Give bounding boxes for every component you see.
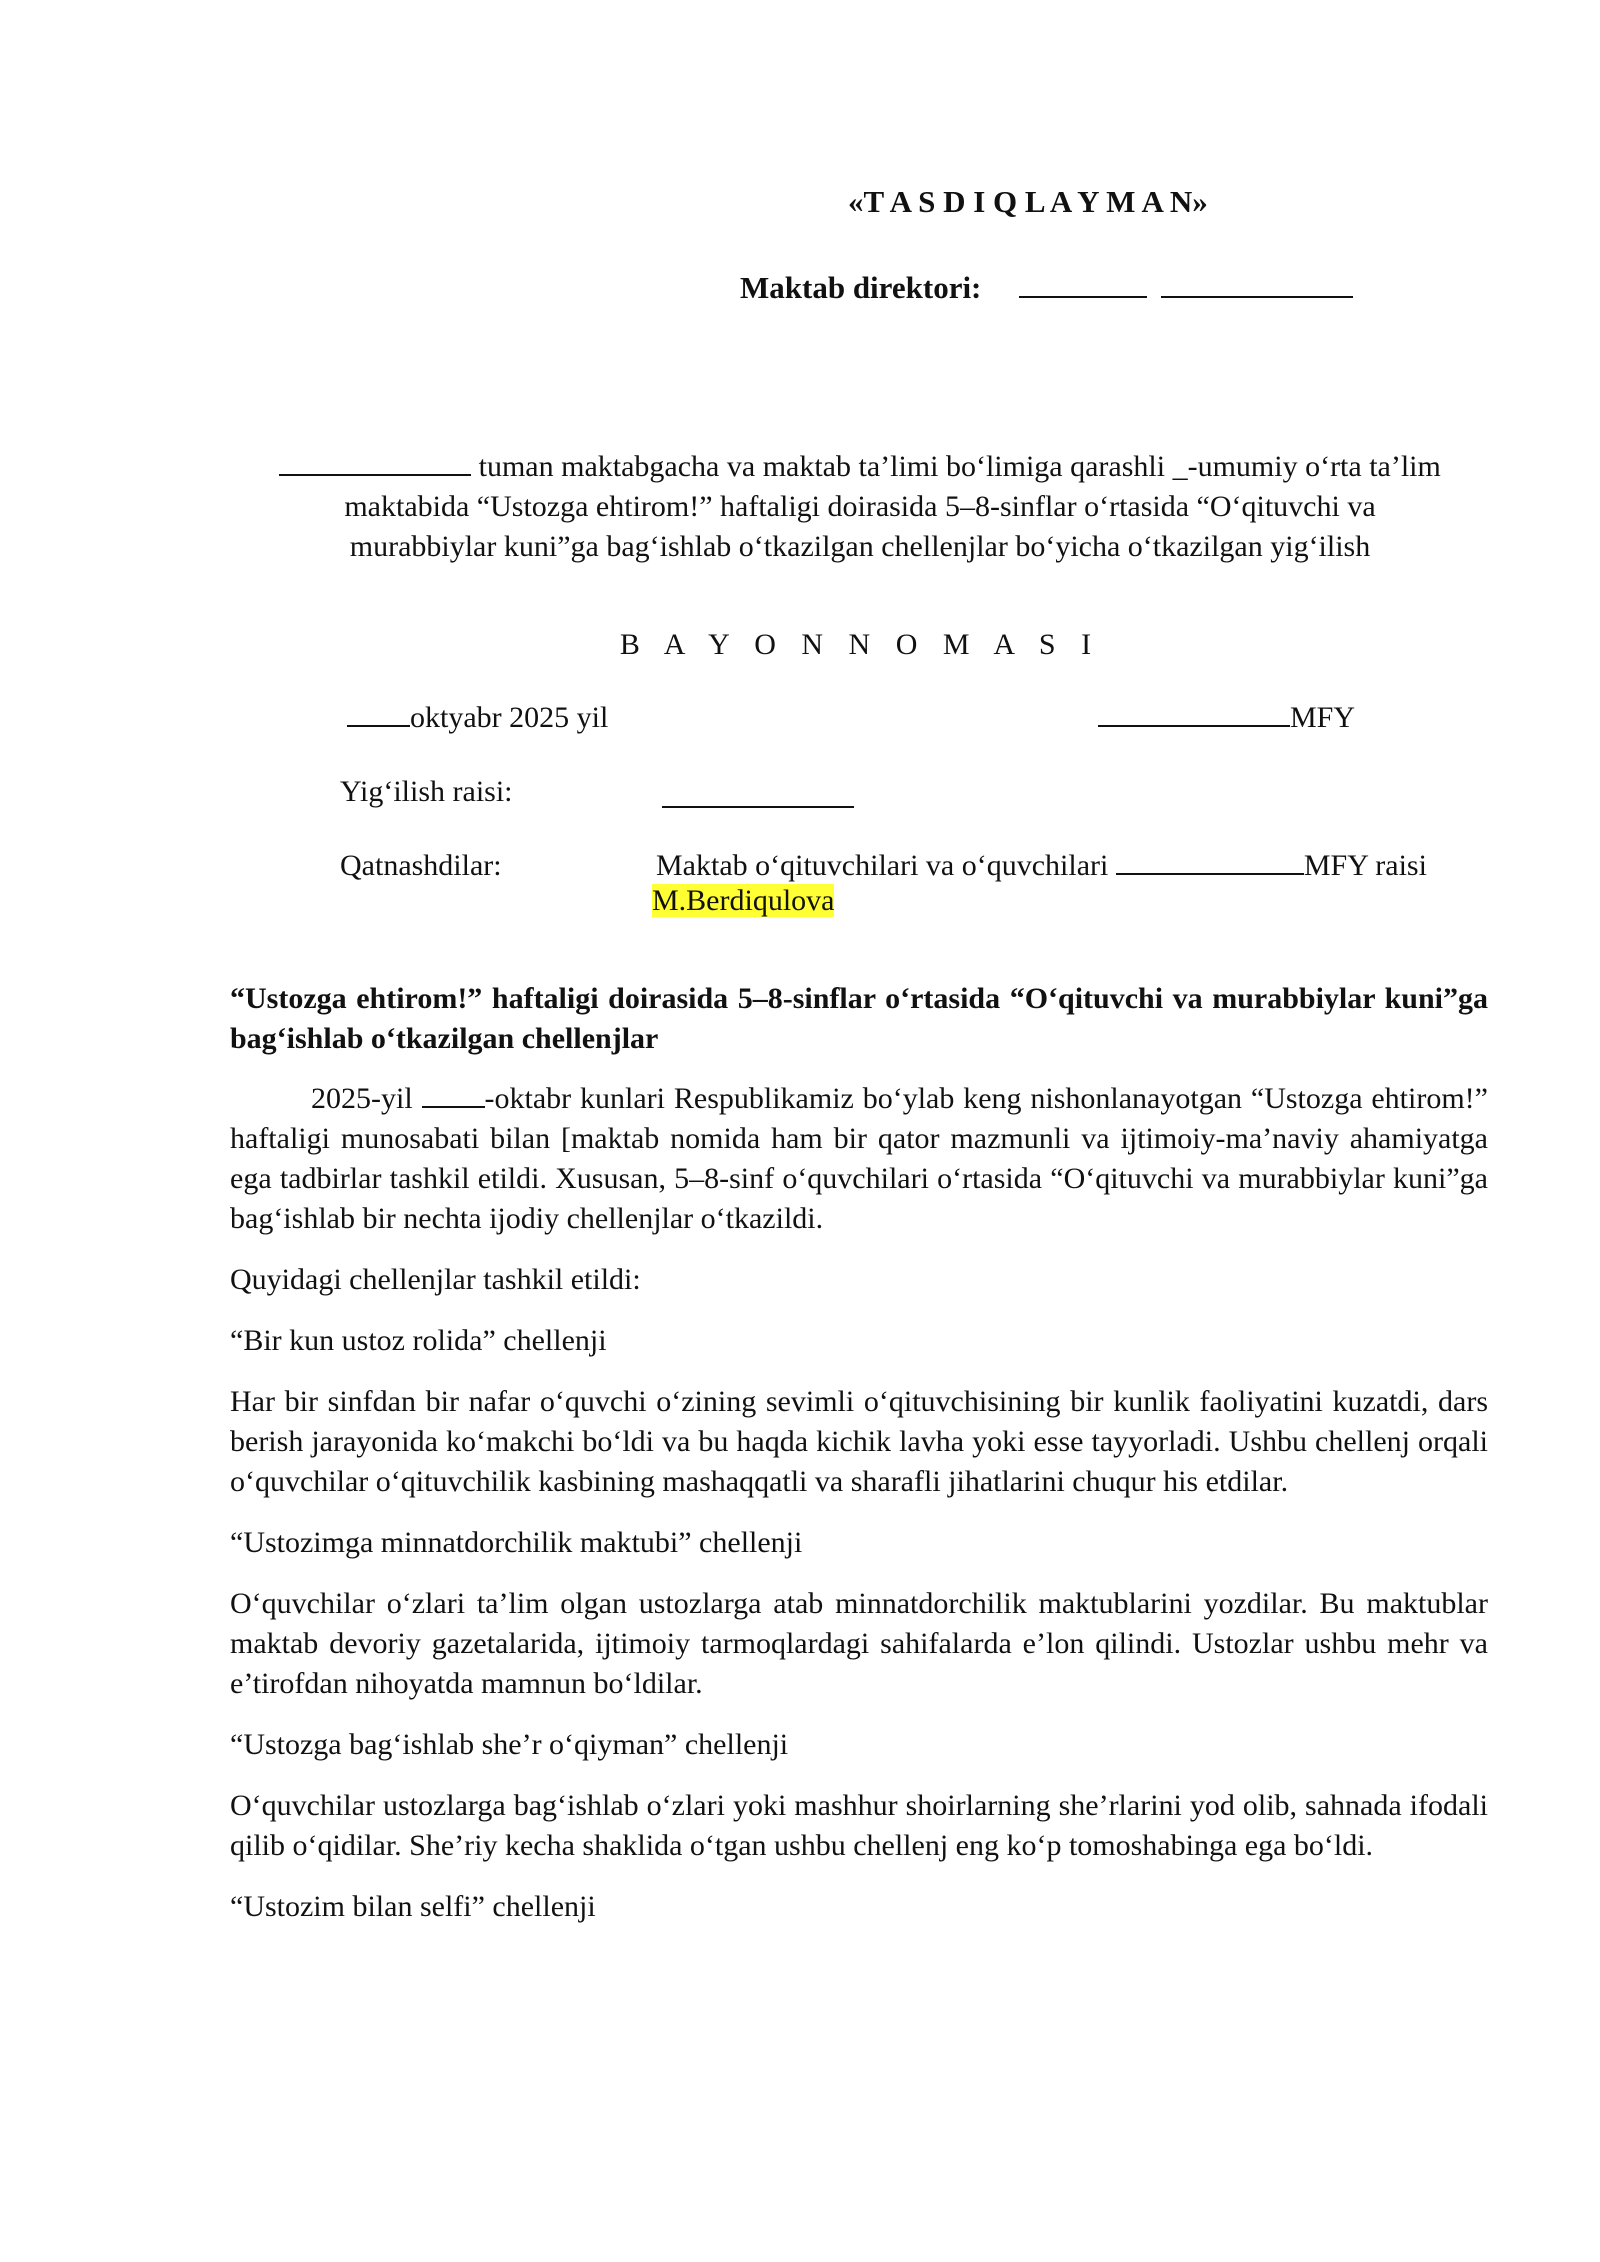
list-intro: Quyidagi chellenjlar tashkil etildi:: [230, 1263, 641, 1296]
mfy-line: MFY: [1098, 701, 1355, 735]
district-blank: [279, 450, 471, 476]
document-title: B A Y O N N O M A S I: [619, 628, 1101, 661]
document-body: [230, 979, 1488, 1927]
chair-blank: [662, 782, 854, 808]
approve-title: «T A S D I Q L A Y M A N»: [848, 184, 1208, 219]
highlighted-name: M.Berdiqulova: [652, 884, 835, 917]
challenge-3-title: “Ustozga bag‘ishlab she’r o‘qiyman” chellenji: [230, 1728, 789, 1761]
challenge-1-text: Har bir sinfdan bir nafar o‘quvchi o‘zining sevimli o‘qituvchisining bir kunlik faoliyatini kuzatdi, dars berish jarayonida ko‘makchi bo‘ldi va bu haqda kichik lavha yoki esse tayyorladi. Ushbu chellenj orqali o‘quvchilar o‘qituvchilik kasbining mashaqqatli va sharafli jihatlarini chuqur his etdilar.: [230, 1385, 1488, 1498]
challenge-2-title: “Ustozimga minnatdorchilik maktubi” chellenji: [230, 1526, 803, 1559]
director-line: [740, 270, 1353, 306]
director-signature-blank: [1019, 272, 1147, 298]
participants-label: Qatnashdilar:: [340, 849, 502, 882]
section-heading: “Ustozga ehtirom!” haftaligi doirasida 5–8-sinflar o‘rtasida “O‘qituvchi va murabbiylar kuni”ga bag‘ishlab o‘tkazilgan chellenjlar: [230, 982, 1488, 1055]
chair-label: Yig‘ilish raisi:: [340, 775, 513, 808]
day-blank: [347, 701, 410, 727]
participants-line: Maktab o‘qituvchilari va o‘quvchilari MFY raisi: [656, 849, 1427, 882]
challenge-1-title: “Bir kun ustoz rolida” chellenji: [230, 1324, 607, 1357]
date-line: oktyabr 2025 yil: [347, 701, 608, 735]
director-name-blank: [1161, 272, 1353, 298]
paragraph-intro: 2025-yil -oktabr kunlari Respublikamiz bo‘ylab keng nishonlanayotgan “Ustozga ehtirom!” haftaligi munosabati bilan [maktab nomida ham bir qator mazmunli va ijtimoiy-ma’naviy ahamiyatga ega tadbirlar tashkil etildi. Xususan, 5–8-sinf o‘quvchilari o‘rtasida “O‘qituvchi va murabbiylar kuni”ga bag‘ishlab bir nechta ijodiy chellenjlar o‘tkazildi.: [230, 1082, 1488, 1235]
participants-mfy-blank: [1116, 849, 1304, 875]
mfy-blank: [1098, 701, 1290, 727]
intro-line-1: tuman maktabgacha va maktab ta’limi bo‘limiga qarashli _-umumiy o‘rta ta’lim: [230, 447, 1490, 487]
challenge-3-text: O‘quvchilar ustozlarga bag‘ishlab o‘zlari yoki mashhur shoirlarning she’rlarini yod olib, sahnada ifodali qilib o‘qidilar. She’riy kecha shaklida o‘tgan ushbu chellenj eng ko‘p tomoshabinga ega bo‘ldi.: [230, 1789, 1488, 1862]
document-intro: [230, 447, 1490, 567]
intro-line-2: maktabida “Ustozga ehtirom!” haftaligi doirasida 5–8-sinflar o‘rtasida “O‘qituvchi va: [344, 490, 1376, 523]
challenge-2-text: O‘quvchilar o‘zlari ta’lim olgan ustozlarga atab minnatdorchilik maktublarini yozdilar. Bu maktublar maktab devoriy gazetalarida, ijtimoiy tarmoqlardagi sahifalarda e’lon qilindi. Ustozlar ushbu mehr va e’tirofdan nihoyatda mamnun bo‘ldilar.: [230, 1587, 1488, 1700]
challenge-4-title: “Ustozim bilan selfi” chellenji: [230, 1890, 596, 1923]
date-day-blank: [422, 1084, 485, 1108]
director-label: Maktab direktori:: [740, 270, 982, 305]
approval-stamp: [848, 184, 1208, 220]
intro-line-3: murabbiylar kuni”ga bag‘ishlab o‘tkazilgan chellenjlar bo‘yicha o‘tkazilgan yig‘ilish: [349, 530, 1371, 563]
